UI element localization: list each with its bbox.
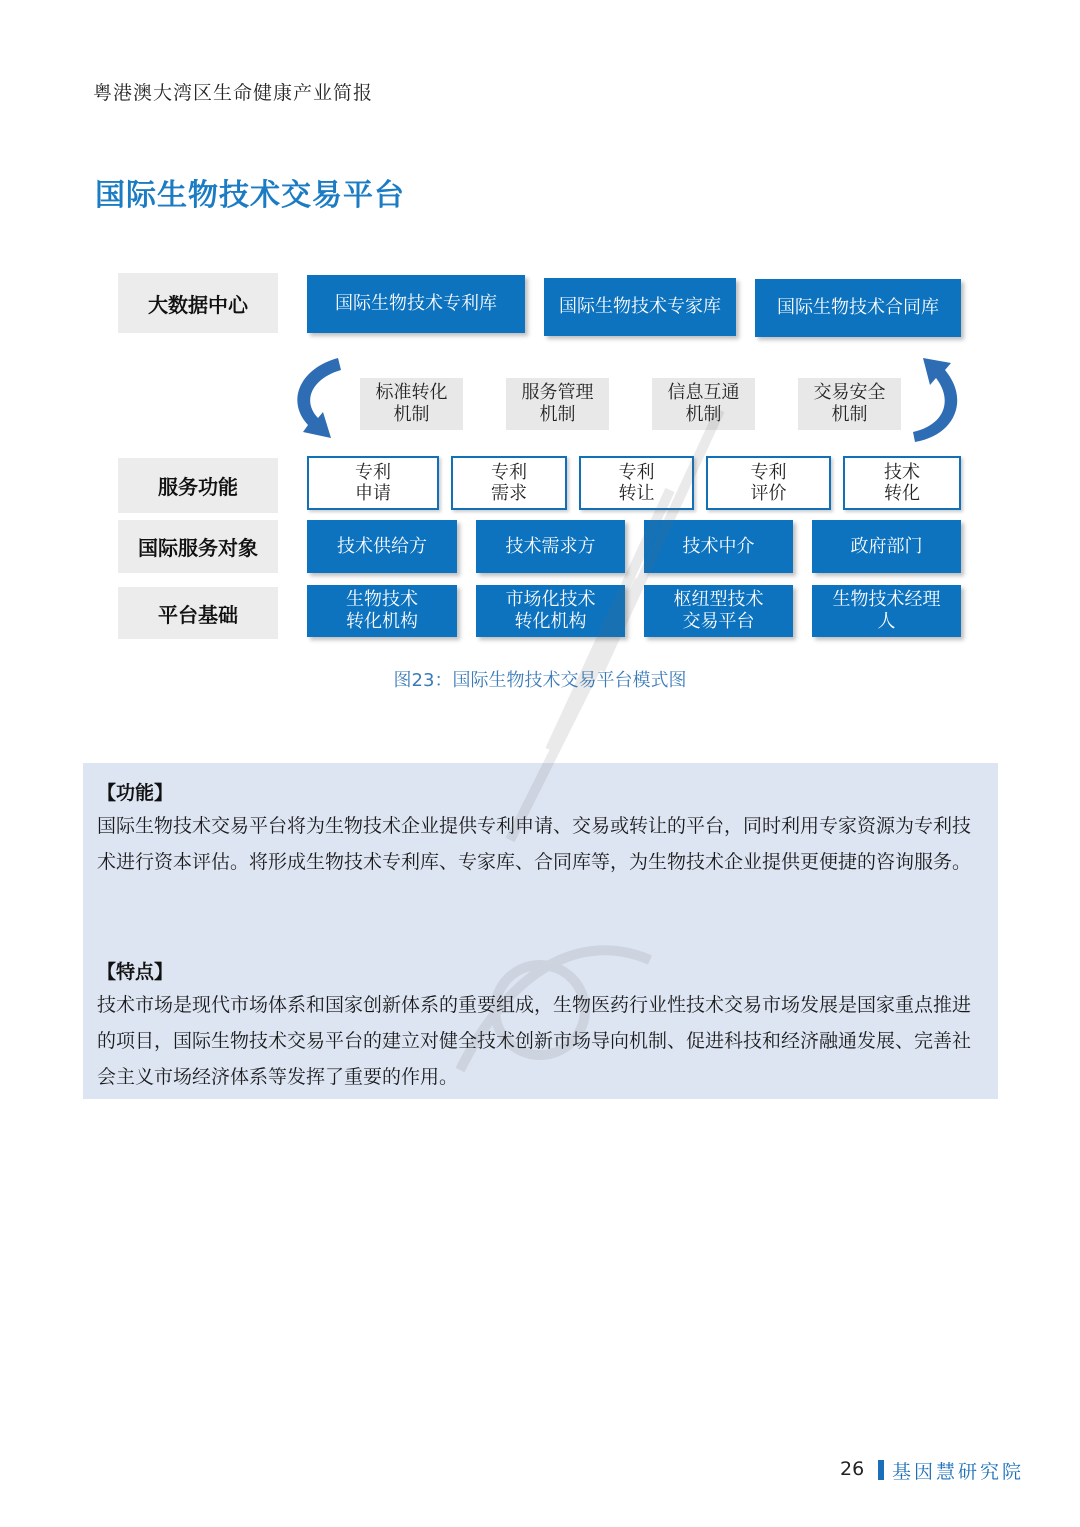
- target-box: 技术中介: [644, 520, 793, 573]
- function-box: 专利 评价: [706, 456, 831, 510]
- mechanism-box: 信息互通 机制: [652, 378, 755, 430]
- foundation-box: 市场化技术 转化机构: [476, 585, 625, 637]
- page-number: 26: [840, 1458, 865, 1480]
- foundation-box: 生物技术经理 人: [812, 585, 961, 637]
- footer-divider: [878, 1460, 884, 1480]
- figure-caption: 图23：国际生物技术交易平台模式图: [393, 670, 687, 691]
- function-text: 国际生物技术交易平台将为生物技术企业提供专利申请、交易或转让的平台，同时利用专家资源为专利技术进行资本评估。将形成生物技术专利库、专家库、合同库等，为生物技术企业提供更便捷的咨询服务。: [97, 815, 972, 873]
- target-box: 技术供给方: [307, 520, 457, 573]
- report-header: 粤港澳大湾区生命健康产业简报: [93, 82, 374, 104]
- row-label-targets: 国际服务对象: [118, 520, 278, 573]
- foundation-box: 生物技术 转化机构: [307, 585, 457, 637]
- foundation-box: 枢纽型技术 交易平台: [644, 585, 793, 637]
- target-box: 技术需求方: [476, 520, 625, 573]
- row-label-services: 服务功能: [118, 458, 278, 513]
- feature-heading: 【特点】: [97, 961, 174, 983]
- function-box: 技术 转化: [843, 456, 961, 510]
- cycle-arrow-right-icon: [905, 350, 970, 450]
- mechanism-box: 标准转化 机制: [360, 378, 463, 430]
- mechanism-box: 服务管理 机制: [506, 378, 609, 430]
- database-box: 国际生物技术合同库: [755, 279, 961, 337]
- function-box: 专利 转让: [579, 456, 694, 510]
- row-label-bigdata: 大数据中心: [118, 273, 278, 333]
- section-title: 国际生物技术交易平台: [95, 178, 405, 213]
- brand-name: 基因慧研究院: [892, 1461, 1025, 1483]
- target-box: 政府部门: [812, 520, 961, 573]
- function-box: 专利 需求: [451, 456, 567, 510]
- info-panel: [83, 763, 998, 1099]
- database-box: 国际生物技术专利库: [307, 275, 525, 333]
- database-box: 国际生物技术专家库: [544, 278, 736, 336]
- cycle-arrow-left-icon: [283, 350, 353, 445]
- feature-text: 技术市场是现代市场体系和国家创新体系的重要组成，生物医药行业性技术交易市场发展是国家重点推进的项目，国际生物技术交易平台的建立对健全技术创新市场导向机制、促进科技和经济融通发展、完善社会主义市场经济体系等发挥了重要的作用。: [97, 994, 972, 1088]
- mechanism-box: 交易安全 机制: [798, 378, 901, 430]
- row-label-foundation: 平台基础: [118, 587, 278, 639]
- function-heading: 【功能】: [97, 782, 174, 804]
- function-box: 专利 申请: [307, 456, 439, 510]
